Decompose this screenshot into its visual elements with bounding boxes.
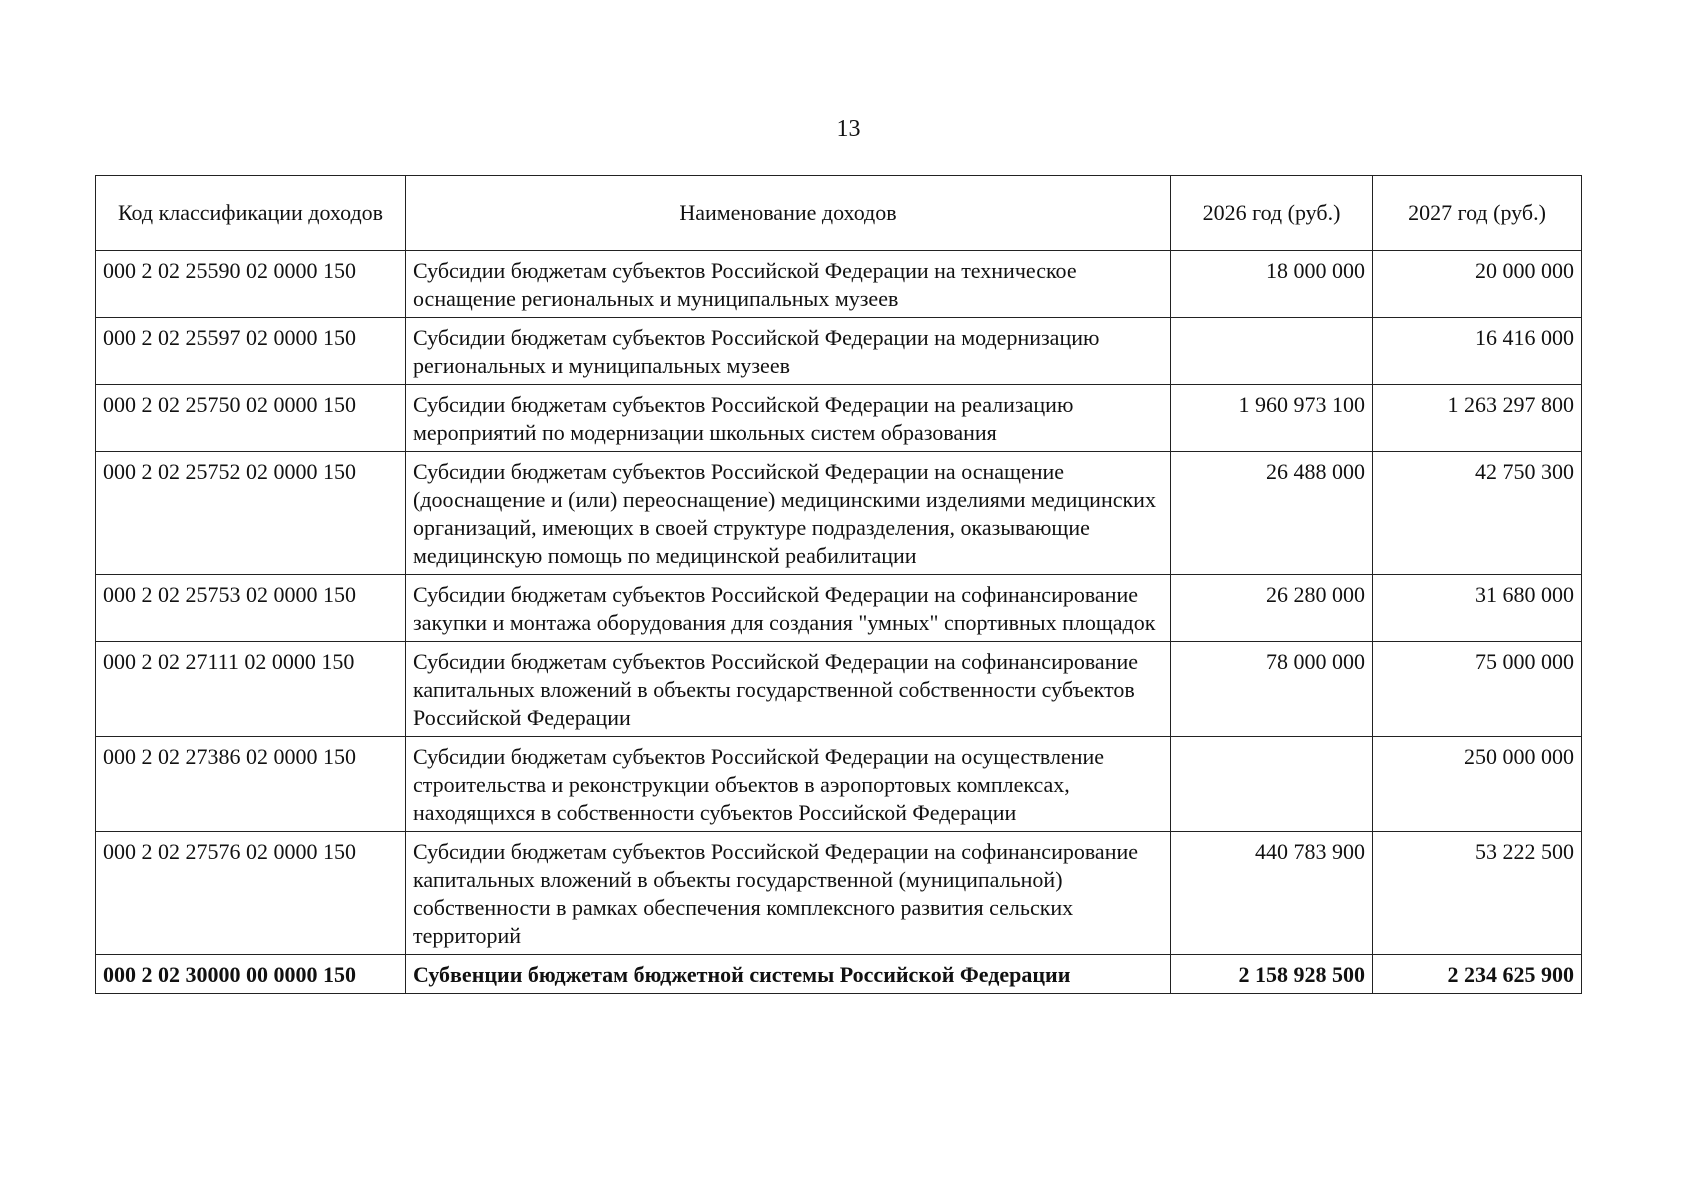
header-2026: 2026 год (руб.) [1171, 176, 1373, 251]
table-row [96, 642, 1582, 737]
row-name: Субсидии бюджетам субъектов Российской Федерации на оснащение (дооснащение и (или) переоснащение) медицинскими изделиями медицинских организаций, имеющих в своей структуре подразделения, оказывающие медицинскую помощь по медицинской реабилитации [406, 452, 1171, 575]
row-name: Субсидии бюджетам субъектов Российской Федерации на софинансирование капитальных вложений в объекты государственной собственности субъектов Российской Федерации [406, 642, 1171, 737]
row-name: Субсидии бюджетам субъектов Российской Федерации на софинансирование капитальных вложений в объекты государственной (муниципальной) собственности в рамках обеспечения комплексного развития сельских территорий [406, 832, 1171, 955]
row-value-2027: 250 000 000 [1373, 737, 1582, 832]
row-value-2026 [1171, 318, 1373, 385]
total-row [96, 955, 1582, 994]
row-value-2027: 75 000 000 [1373, 642, 1582, 737]
table-row [96, 251, 1582, 318]
row-code: 000 2 02 25753 02 0000 150 [96, 575, 406, 642]
row-value-2027: 16 416 000 [1373, 318, 1582, 385]
header-2027: 2027 год (руб.) [1373, 176, 1582, 251]
total-value-2027: 2 234 625 900 [1373, 955, 1582, 994]
row-value-2026: 26 280 000 [1171, 575, 1373, 642]
row-code: 000 2 02 27576 02 0000 150 [96, 832, 406, 955]
row-code: 000 2 02 25597 02 0000 150 [96, 318, 406, 385]
row-value-2026: 18 000 000 [1171, 251, 1373, 318]
row-value-2027: 20 000 000 [1373, 251, 1582, 318]
row-name: Субсидии бюджетам субъектов Российской Федерации на техническое оснащение региональных и муниципальных музеев [406, 251, 1171, 318]
row-code: 000 2 02 27111 02 0000 150 [96, 642, 406, 737]
table-row [96, 575, 1582, 642]
row-value-2027: 53 222 500 [1373, 832, 1582, 955]
row-value-2027: 1 263 297 800 [1373, 385, 1582, 452]
table-row [96, 318, 1582, 385]
row-name: Субсидии бюджетам субъектов Российской Федерации на реализацию мероприятий по модернизации школьных систем образования [406, 385, 1171, 452]
revenue-table [95, 175, 1582, 994]
table-row [96, 452, 1582, 575]
row-code: 000 2 02 27386 02 0000 150 [96, 737, 406, 832]
page-number: 13 [836, 116, 861, 142]
header-code: Код классификации доходов [96, 176, 406, 251]
total-value-2026: 2 158 928 500 [1171, 955, 1373, 994]
row-code: 000 2 02 25590 02 0000 150 [96, 251, 406, 318]
row-value-2026: 440 783 900 [1171, 832, 1373, 955]
row-value-2026: 26 488 000 [1171, 452, 1373, 575]
header-name: Наименование доходов [406, 176, 1171, 251]
row-value-2026: 78 000 000 [1171, 642, 1373, 737]
table-row [96, 737, 1582, 832]
row-code: 000 2 02 25752 02 0000 150 [96, 452, 406, 575]
row-value-2027: 42 750 300 [1373, 452, 1582, 575]
table-row [96, 832, 1582, 955]
total-code: 000 2 02 30000 00 0000 150 [96, 955, 406, 994]
row-value-2027: 31 680 000 [1373, 575, 1582, 642]
row-code: 000 2 02 25750 02 0000 150 [96, 385, 406, 452]
row-value-2026: 1 960 973 100 [1171, 385, 1373, 452]
row-name: Субсидии бюджетам субъектов Российской Федерации на осуществление строительства и реконструкции объектов в аэропортовых комплексах, находящихся в собственности субъектов Российской Федерации [406, 737, 1171, 832]
row-value-2026 [1171, 737, 1373, 832]
total-name: Субвенции бюджетам бюджетной системы Российской Федерации [406, 955, 1171, 994]
table-row [96, 385, 1582, 452]
row-name: Субсидии бюджетам субъектов Российской Федерации на модернизацию региональных и муниципальных музеев [406, 318, 1171, 385]
row-name: Субсидии бюджетам субъектов Российской Федерации на софинансирование закупки и монтажа оборудования для создания "умных" спортивных площадок [406, 575, 1171, 642]
table-header-row [96, 176, 1582, 251]
